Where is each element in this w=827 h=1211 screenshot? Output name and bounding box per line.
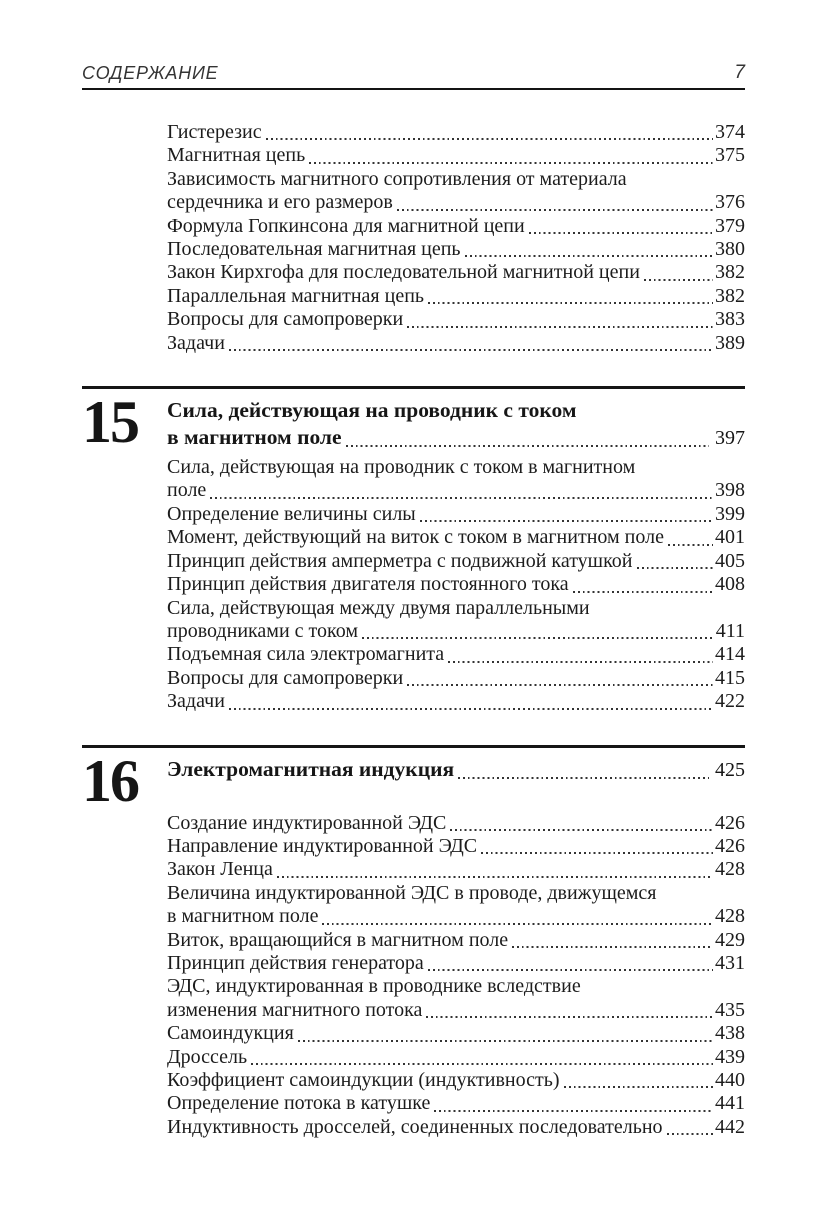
entry-main-line: [167, 503, 745, 526]
entry-text: Сила, действующая на проводник с током в магнитном: [167, 456, 636, 479]
entry-page-number: 422: [715, 690, 745, 713]
entry-main-line: [167, 191, 745, 214]
entry-page-number: 442: [715, 1115, 745, 1138]
entry-main-line: [167, 999, 745, 1022]
dot-leader: [407, 326, 713, 328]
entry-main-line: [167, 929, 745, 952]
entry-page-number: 411: [715, 619, 745, 642]
toc-entry: [167, 573, 745, 596]
entry-text: Коэффициент самоиндукции (индуктивность): [167, 1069, 560, 1091]
dot-leader: [448, 661, 713, 663]
dot-leader: [667, 1133, 713, 1135]
entry-text: Задачи: [167, 690, 225, 713]
entry-page-number: 414: [715, 643, 745, 666]
entry-main-line: [167, 1046, 745, 1069]
dot-leader: [277, 876, 713, 878]
entry-text: Гистерезис: [167, 121, 262, 143]
entry-main-line: [167, 526, 745, 549]
entry-main-line: [167, 667, 745, 690]
dot-leader: [434, 1110, 713, 1112]
entry-wrap-line: [167, 882, 745, 905]
chapter-title: [167, 754, 745, 808]
entry-list: [167, 812, 745, 1140]
entry-main-line: [167, 1092, 745, 1115]
entry-text: в магнитном поле: [167, 905, 319, 928]
entry-text: Принцип действия генератора: [167, 951, 424, 974]
toc-entry: [167, 929, 745, 952]
entry-main-line: [167, 332, 745, 355]
toc-entry: [167, 1022, 745, 1045]
entry-text: сердечника и его размеров: [167, 191, 393, 214]
dot-leader: [210, 497, 713, 499]
entry-page-number: 399: [715, 502, 745, 525]
entry-page-number: 408: [715, 573, 745, 596]
entry-page-number: 382: [715, 261, 745, 284]
entry-page-number: 376: [715, 191, 745, 214]
chapter-section: [82, 745, 745, 1140]
toc-entry: [167, 690, 745, 713]
entry-page-number: 383: [715, 308, 745, 331]
entry-page-number: 440: [715, 1069, 745, 1091]
dot-leader: [458, 777, 709, 779]
entry-page-number: 435: [715, 998, 745, 1021]
chapter-title-text: Сила, действующая на проводник с током: [167, 398, 577, 423]
entry-text: Принцип действия амперметра с подвижной катушкой: [167, 549, 633, 572]
entry-text: Задачи: [167, 331, 225, 354]
dot-leader: [481, 852, 713, 854]
chapter-number: 15: [82, 389, 138, 456]
entry-text: Параллельная магнитная цепь: [167, 284, 425, 307]
entry-main-line: [167, 905, 745, 928]
page-title: СОДЕРЖАНИЕ: [82, 63, 219, 83]
page-header: [82, 0, 745, 90]
toc-entry: [167, 121, 745, 144]
entry-main-line: [167, 573, 745, 596]
toc-entry: [167, 238, 745, 261]
toc-entry: [167, 667, 745, 690]
entry-main-line: [167, 144, 745, 167]
chapter-title-text: Электромагнитная индукция: [167, 756, 455, 781]
entry-text: Последовательная магнитная цепь: [167, 238, 461, 261]
toc-entry: [167, 835, 745, 858]
entry-text: Величина индуктированной ЭДС в проводе, движущемся: [167, 881, 657, 904]
entry-text: Индуктивность дросселей, соединенных последовательно: [167, 1115, 663, 1138]
entry-wrap-line: [167, 975, 745, 998]
entry-main-line: [167, 1069, 745, 1092]
entry-main-line: [167, 550, 745, 573]
entry-page-number: 405: [715, 549, 745, 572]
entry-text: Формула Гопкинсона для магнитной цепи: [167, 214, 525, 237]
entry-page-number: 389: [715, 331, 745, 354]
dot-leader: [266, 138, 713, 140]
toc-entry: [167, 597, 745, 644]
entry-text: изменения магнитного потока: [167, 998, 423, 1021]
dot-leader: [668, 544, 713, 546]
dot-leader: [298, 1040, 713, 1042]
dot-leader: [346, 445, 709, 447]
entry-main-line: [167, 121, 745, 144]
chapter-section: [82, 386, 745, 713]
dot-leader: [573, 591, 713, 593]
dot-leader: [322, 923, 713, 925]
toc-entry: [167, 168, 745, 215]
entry-main-line: [167, 620, 745, 643]
entry-wrap-line: [167, 597, 745, 620]
entry-text: Самоиндукция: [167, 1022, 294, 1045]
entry-main-line: [167, 1116, 745, 1139]
toc-entry: [167, 882, 745, 929]
chapter-page-number: 425: [715, 758, 745, 781]
chapter-title-line: [167, 397, 745, 424]
chapter-number: 16: [82, 747, 138, 814]
dot-leader: [251, 1063, 713, 1065]
entry-text: Закон Ленца: [167, 858, 273, 881]
entry-page-number: 374: [715, 121, 745, 143]
entry-page-number: 426: [715, 811, 745, 834]
entry-page-number: 428: [715, 905, 745, 928]
dot-leader: [420, 520, 713, 522]
dot-leader: [309, 162, 713, 164]
entry-main-line: [167, 308, 745, 331]
entry-text: Дроссель: [167, 1045, 248, 1068]
toc-entry: [167, 332, 745, 355]
entry-wrap-line: [167, 456, 745, 479]
page-number: 7: [734, 62, 745, 83]
toc-entry: [167, 550, 745, 573]
toc-entry: [167, 858, 745, 881]
chapter-heading: [82, 747, 745, 814]
entry-text: Вопросы для самопроверки: [167, 666, 404, 689]
entry-page-number: 401: [715, 526, 745, 549]
entry-main-line: [167, 812, 745, 835]
entry-page-number: 380: [715, 238, 745, 261]
chapter-title: [167, 395, 745, 452]
entry-text: Определение потока в катушке: [167, 1092, 431, 1115]
chapter-title-line: [167, 756, 745, 784]
entry-page-number: 382: [715, 284, 745, 307]
chapter-title-line: [167, 424, 745, 452]
entry-main-line: [167, 261, 745, 284]
dot-leader: [428, 302, 713, 304]
entry-text: Зависимость магнитного сопротивления от материала: [167, 167, 627, 190]
dot-leader: [637, 567, 714, 569]
toc-entry: [167, 1116, 745, 1139]
entry-main-line: [167, 285, 745, 308]
entry-text: Направление индуктированной ЭДС: [167, 834, 478, 857]
dot-leader: [362, 637, 714, 639]
entry-main-line: [167, 643, 745, 666]
entry-page-number: 426: [715, 834, 745, 857]
entry-main-line: [167, 1022, 745, 1045]
entry-list: [167, 121, 745, 355]
dot-leader: [529, 232, 713, 234]
entry-page-number: 431: [715, 951, 745, 974]
toc-entry: [167, 144, 745, 167]
entry-page-number: 441: [715, 1092, 745, 1115]
toc-entry: [167, 812, 745, 835]
toc-entry: [167, 1069, 745, 1092]
toc-entry: [167, 643, 745, 666]
entry-text: поле: [167, 479, 207, 502]
entry-main-line: [167, 952, 745, 975]
chapter-heading: [82, 389, 745, 456]
entry-page-number: 375: [715, 144, 745, 167]
entry-text: Закон Кирхгофа для последовательной магнитной цепи: [167, 261, 640, 284]
chapter-title-text: в магнитном поле: [167, 425, 342, 450]
entry-text: Вопросы для самопроверки: [167, 308, 404, 331]
dot-leader: [426, 1016, 713, 1018]
toc-entry: [167, 261, 745, 284]
entry-main-line: [167, 215, 745, 238]
entry-page-number: 438: [715, 1022, 745, 1045]
section-rule: [82, 745, 745, 748]
entry-text: Подъемная сила электромагнита: [167, 643, 445, 666]
entry-page-number: 428: [715, 858, 745, 881]
entry-text: Принцип действия двигателя постоянного тока: [167, 573, 569, 596]
entry-main-line: [167, 479, 745, 502]
entry-page-number: 429: [715, 928, 745, 951]
entry-text: Создание индуктированной ЭДС: [167, 811, 447, 834]
entry-main-line: [167, 238, 745, 261]
entry-wrap-line: [167, 168, 745, 191]
dot-leader: [229, 708, 713, 710]
entry-page-number: 398: [715, 479, 745, 502]
dot-leader: [465, 255, 713, 257]
section-rule: [82, 386, 745, 389]
dot-leader: [512, 946, 713, 948]
dot-leader: [407, 684, 713, 686]
entry-main-line: [167, 690, 745, 713]
toc-entry: [167, 1046, 745, 1069]
toc-entry: [167, 456, 745, 503]
chapter-page-number: 397: [715, 427, 745, 450]
toc-entry: [167, 1092, 745, 1115]
dot-leader: [644, 279, 713, 281]
entry-text: проводниками с током: [167, 619, 358, 642]
entry-page-number: 415: [715, 666, 745, 689]
entry-list: [167, 456, 745, 713]
toc-entry: [167, 526, 745, 549]
entry-page-number: 379: [715, 214, 745, 237]
toc-entry: [167, 215, 745, 238]
entry-text: Магнитная цепь: [167, 144, 306, 167]
dot-leader: [428, 969, 713, 971]
toc-entry: [167, 308, 745, 331]
toc-entry: [167, 285, 745, 308]
entry-main-line: [167, 835, 745, 858]
toc-entry: [167, 975, 745, 1022]
entry-text: Определение величины силы: [167, 502, 416, 525]
entry-text: Виток, вращающийся в магнитном поле: [167, 928, 509, 951]
entry-main-line: [167, 858, 745, 881]
entry-text: Момент, действующий на виток с током в магнитном поле: [167, 526, 664, 549]
dot-leader: [450, 829, 713, 831]
toc-entry: [167, 503, 745, 526]
dot-leader: [564, 1086, 713, 1088]
dot-leader: [229, 349, 713, 351]
dot-leader: [397, 209, 713, 211]
toc-section: [82, 121, 745, 355]
table-of-contents: [82, 121, 745, 1139]
entry-text: ЭДС, индуктированная в проводнике вследствие: [167, 975, 581, 998]
entry-text: Сила, действующая между двумя параллельными: [167, 596, 590, 619]
entry-page-number: 439: [715, 1045, 745, 1068]
toc-entry: [167, 952, 745, 975]
